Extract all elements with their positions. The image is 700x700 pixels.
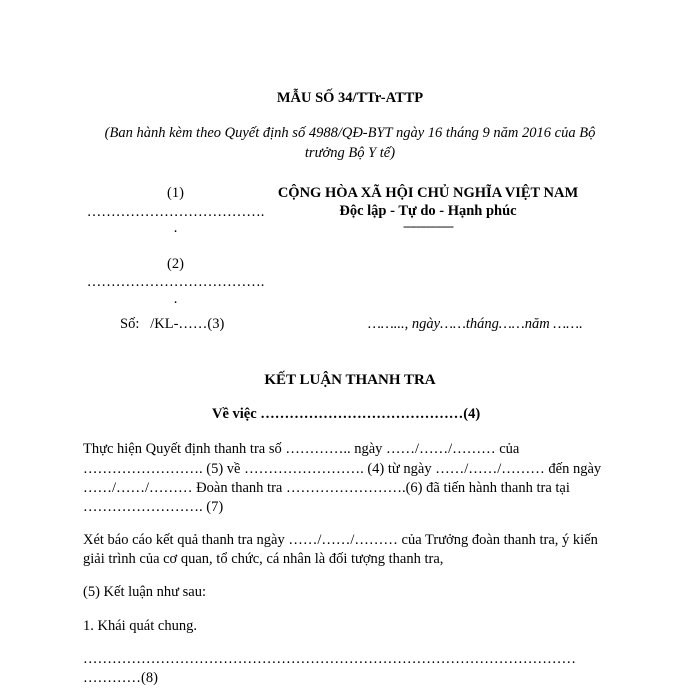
paragraph-line: ……………………. (7) — [83, 499, 224, 515]
national-motto: Độc lập - Tự do - Hạnh phúc — [339, 203, 517, 219]
paragraph-line: ……/……/……… Đoàn thanh tra …………………….(6) đã tiến hành thanh tra tại — [83, 480, 570, 496]
conclusion-intro: (5) Kết luận như sau: — [83, 584, 207, 600]
date-line: ……..., ngày……tháng……năm ……. — [368, 316, 583, 332]
form-title: MẪU SỐ 34/TTr-ATTP — [276, 90, 424, 106]
motto-underline: --------------- — [403, 218, 453, 233]
section-1-dots: ………………………………………………………………………………………… — [83, 651, 576, 667]
paragraph-line: Xét báo cáo kết quả thanh tra ngày ……/……/……… của Trưởng đoàn thanh tra, ý kiến — [83, 532, 598, 548]
section-1-end: …………(8) — [83, 670, 158, 686]
agency-dot-1: . — [173, 220, 178, 236]
nation-title: CỘNG HÒA XÃ HỘI CHỦ NGHĨA VIỆT NAM — [277, 185, 579, 201]
agency-dots-2: ………………………………. — [86, 274, 265, 290]
issued-note-line2: trưởng Bộ Y tế) — [304, 145, 396, 161]
agency-dot-2: . — [173, 291, 178, 307]
paragraph-line: Thực hiện Quyết định thanh tra số ………….. ngày ……/……/……… của — [83, 441, 520, 457]
agency-dots-1: ………………………………. — [86, 204, 265, 220]
section-1-title: 1. Khái quát chung. — [83, 618, 197, 634]
paragraph-line: giải trình của cơ quan, tổ chức, cá nhân là đối tượng thanh tra, — [83, 551, 444, 567]
issued-note-line1: (Ban hành kèm theo Quyết định số 4988/QĐ-BYT ngày 16 tháng 9 năm 2016 của Bộ — [104, 125, 596, 141]
document-number: Số: /KL-……(3) — [120, 316, 225, 332]
agency-label-1: (1) — [167, 185, 184, 201]
subject-line: Về việc ……………………………………(4) — [212, 406, 481, 422]
paragraph-line: ……………………. (5) về ……………………. (4) từ ngày ……/……/……… đến ngày — [83, 461, 602, 477]
document-title: KẾT LUẬN THANH TRA — [264, 372, 436, 388]
agency-label-2: (2) — [167, 256, 184, 272]
